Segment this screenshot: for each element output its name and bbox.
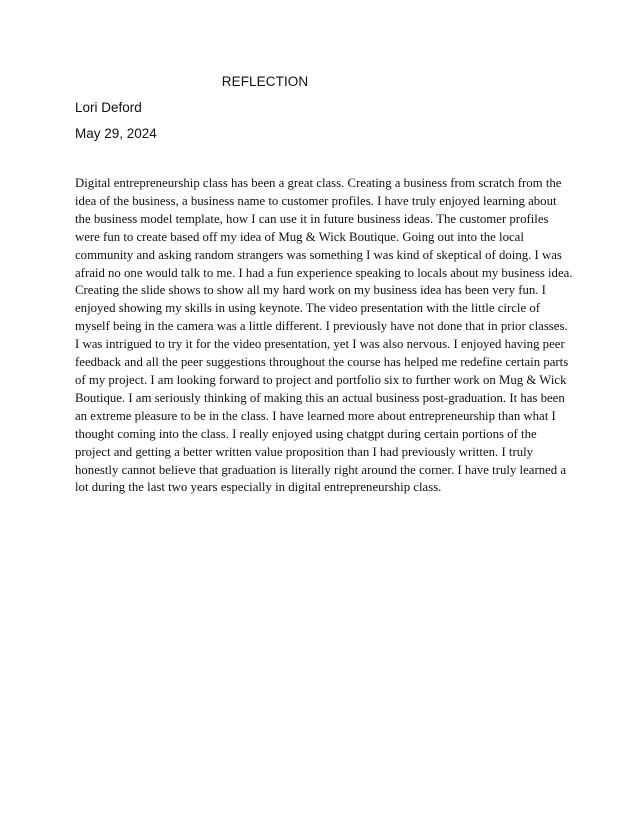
body-line: idea of the business, a business name to customer profiles. I have truly enjoyed learning about [75,193,557,208]
body-line: community and asking random strangers was something I was kind of skeptical of doing. I was [75,247,562,262]
body-line: an extreme pleasure to be in the class. I have learned more about entrepreneurship than what I [75,408,556,423]
body-line: feedback and all the peer suggestions throughout the course has helped me redefine certain parts [75,355,569,370]
body-line: the business model template, how I can use it in future business ideas. The customer profiles [75,211,549,226]
body-line: afraid no one would talk to me. I had a fun experience speaking to locals about my business idea. [75,265,573,280]
body-line: honestly cannot believe that graduation is literally right around the corner. I have truly learned a [75,462,567,477]
document-date: May 29, 2024 [75,126,157,141]
author-name: Lori Deford [75,100,142,115]
body-paragraph [75,175,573,497]
body-line: enjoyed showing my skills in using keynote. The video presentation with the little circle of [75,301,540,316]
body-line: Boutique. I am seriously thinking of making this an actual business post-graduation. It has been [75,390,565,405]
document-title: REFLECTION [221,74,309,89]
body-line: myself being in the camera was a little different. I previously have not done that in prior classes. [75,319,568,334]
body-line: thought coming into the class. I really enjoyed using chatgpt during certain portions of the [75,426,537,441]
body-line: I was intrigued to try it for the video presentation, yet I was also nervous. I enjoyed having peer [75,337,565,352]
body-line: of my project. I am looking forward to project and portfolio six to further work on Mug & Wick [75,372,567,387]
body-line: project and getting a better written value proposition than I had previously written. I truly [75,444,534,459]
body-line: Digital entrepreneurship class has been a great class. Creating a business from scratch from the [75,176,562,190]
body-line: Creating the slide shows to show all my hard work on my business idea has been very fun. I [75,283,546,298]
body-line: were fun to create based off my idea of Mug & Wick Boutique. Going out into the local [75,229,524,244]
body-line: lot during the last two years especially in digital entrepreneurship class. [75,480,442,495]
